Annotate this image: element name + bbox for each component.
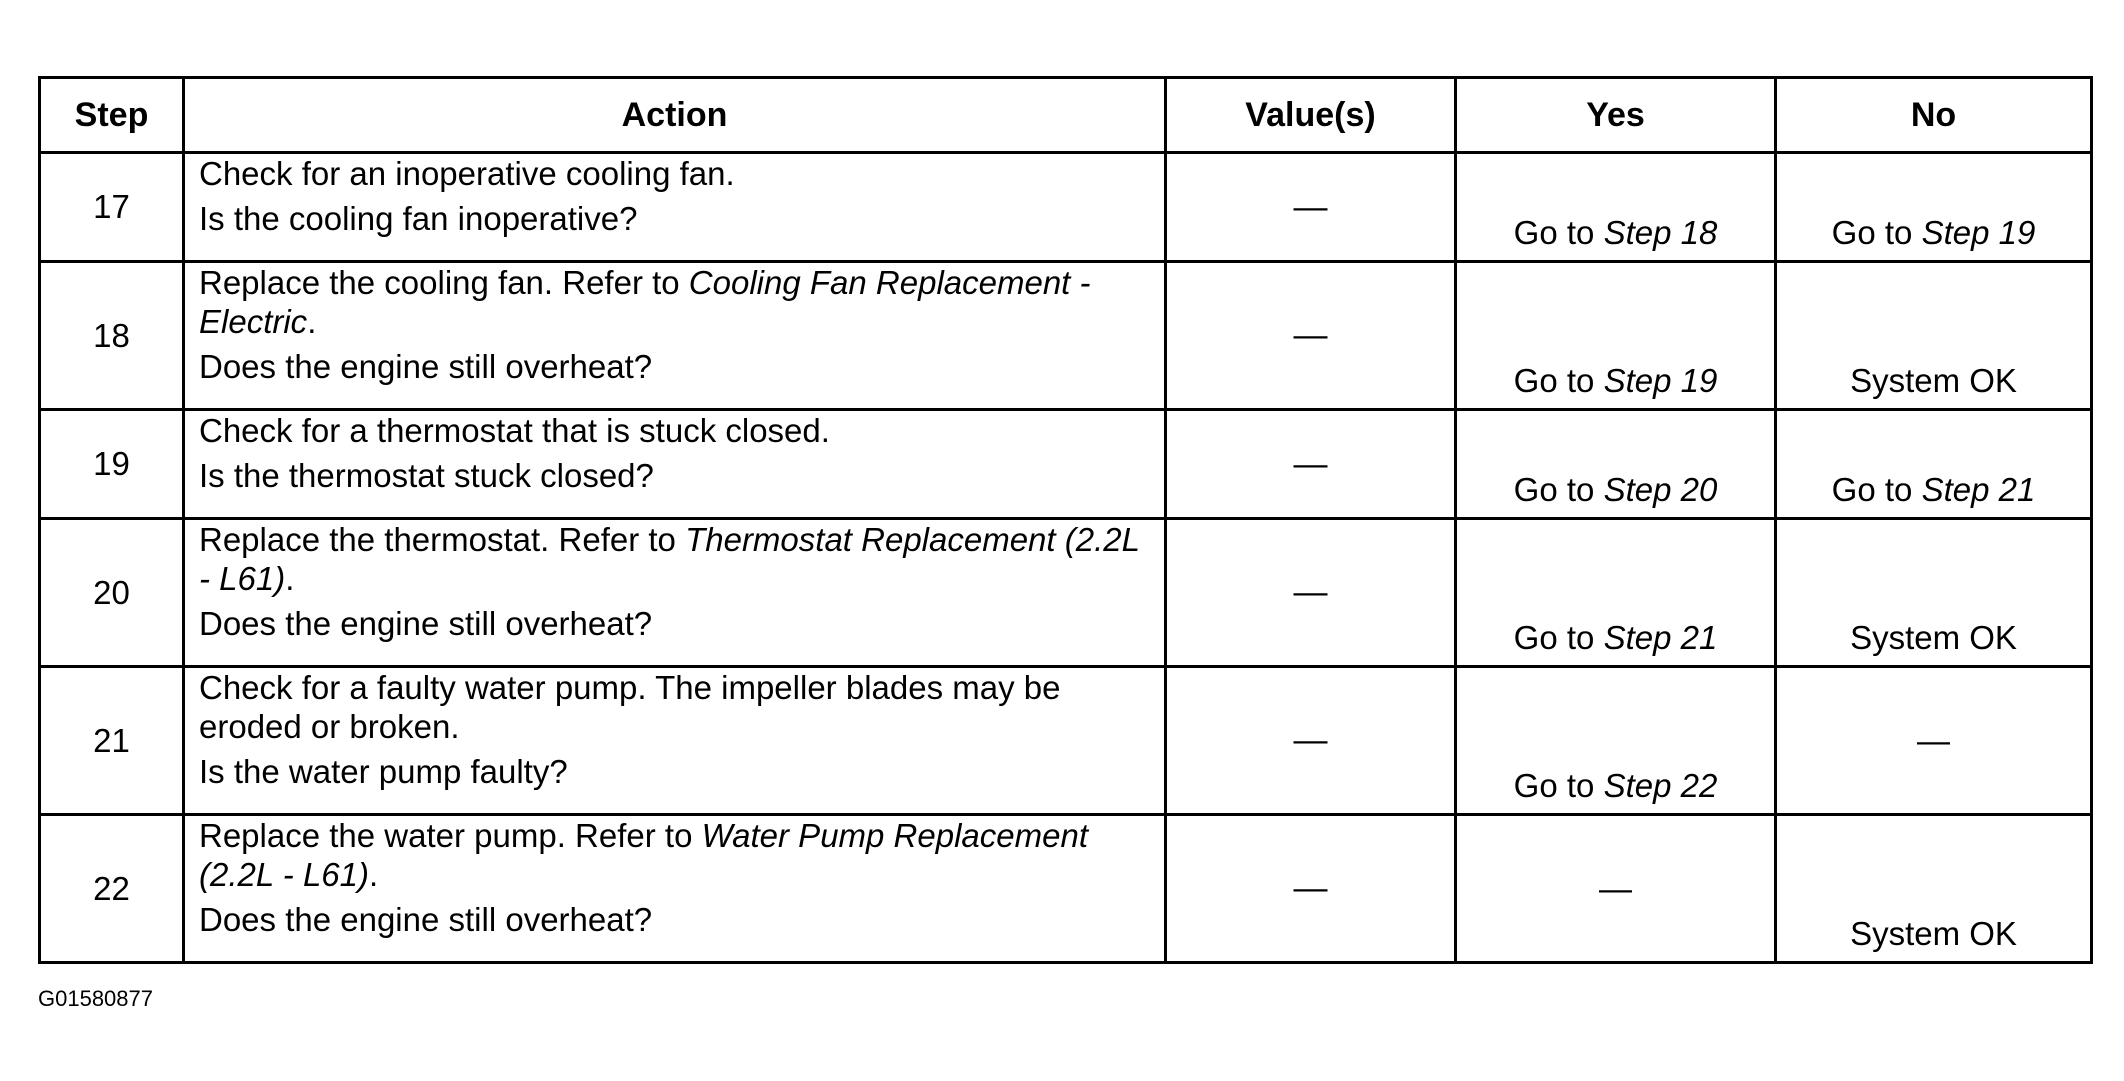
action-instruction: .	[369, 856, 379, 893]
value-cell: —	[1166, 153, 1456, 262]
yes-text: —	[1599, 869, 1632, 907]
action-cell	[184, 153, 1166, 262]
action-question: Is the cooling fan inoperative?	[199, 200, 638, 237]
action-instruction: .	[307, 303, 317, 340]
header-no: No	[1776, 78, 2092, 153]
step-number: 22	[40, 815, 184, 963]
action-reference: Cooling Fan Replacement - Electric	[199, 264, 1091, 340]
action-text	[199, 668, 1150, 746]
value-cell: —	[1166, 815, 1456, 963]
yes-cell	[1456, 410, 1776, 519]
no-text: Go to	[1831, 214, 1922, 251]
table-row	[40, 667, 2092, 815]
action-instruction: Replace the thermostat. Refer to	[199, 521, 686, 558]
step-number: 18	[40, 262, 184, 410]
action-question: Is the thermostat stuck closed?	[199, 457, 654, 494]
no-cell	[1776, 519, 2092, 667]
no-step-link: Step 21	[1921, 471, 2036, 508]
action-instruction: .	[285, 560, 295, 597]
table-row	[40, 153, 2092, 262]
step-number: 17	[40, 153, 184, 262]
header-step: Step	[40, 78, 184, 153]
action-cell	[184, 410, 1166, 519]
action-instruction: Replace the water pump. Refer to	[199, 817, 702, 854]
yes-cell	[1456, 815, 1776, 963]
header-row	[40, 78, 2092, 153]
action-instruction: Check for a thermostat that is stuck closed.	[199, 412, 830, 449]
value-cell: —	[1166, 667, 1456, 815]
no-step-link: Step 19	[1921, 214, 2036, 251]
action-question: Does the engine still overheat?	[199, 348, 653, 385]
action-text	[199, 520, 1150, 598]
action-instruction: Check for a faulty water pump. The impeller blades may be eroded or broken.	[199, 669, 1061, 745]
step-number: 19	[40, 410, 184, 519]
diagnostic-table	[38, 76, 2093, 964]
action-cell	[184, 667, 1166, 815]
yes-cell	[1456, 262, 1776, 410]
value-cell: —	[1166, 262, 1456, 410]
table-row	[40, 815, 2092, 963]
table-row	[40, 519, 2092, 667]
no-cell	[1776, 262, 2092, 410]
action-instruction: Replace the cooling fan. Refer to	[199, 264, 689, 301]
action-cell	[184, 815, 1166, 963]
yes-text: Go to	[1513, 362, 1604, 399]
yes-text: Go to	[1513, 619, 1604, 656]
no-text: Go to	[1831, 471, 1922, 508]
yes-text: Go to	[1513, 471, 1604, 508]
figure-code: G01580877	[38, 986, 153, 1011]
no-cell	[1776, 667, 2092, 815]
yes-cell	[1456, 153, 1776, 262]
header-yes: Yes	[1456, 78, 1776, 153]
header-values: Value(s)	[1166, 78, 1456, 153]
yes-step-link: Step 22	[1603, 767, 1718, 804]
action-cell	[184, 519, 1166, 667]
step-number: 21	[40, 667, 184, 815]
no-text: System OK	[1850, 619, 2017, 656]
no-text: System OK	[1850, 915, 2017, 952]
step-number: 20	[40, 519, 184, 667]
table-row	[40, 262, 2092, 410]
action-text	[199, 154, 1150, 193]
yes-text: Go to	[1513, 767, 1604, 804]
no-cell	[1776, 153, 2092, 262]
table-body	[40, 153, 2092, 963]
yes-step-link: Step 20	[1603, 471, 1718, 508]
value-cell: —	[1166, 519, 1456, 667]
yes-step-link: Step 19	[1603, 362, 1718, 399]
no-text: —	[1917, 721, 1950, 759]
action-reference: Thermostat Replacement (2.2L - L61)	[199, 521, 1140, 597]
action-question: Is the water pump faulty?	[199, 753, 568, 790]
value-cell: —	[1166, 410, 1456, 519]
action-text	[199, 411, 1150, 450]
no-cell	[1776, 410, 2092, 519]
table-row	[40, 410, 2092, 519]
yes-step-link: Step 21	[1603, 619, 1718, 656]
yes-cell	[1456, 667, 1776, 815]
action-question: Does the engine still overheat?	[199, 901, 653, 938]
no-cell	[1776, 815, 2092, 963]
action-question: Does the engine still overheat?	[199, 605, 653, 642]
yes-text: Go to	[1513, 214, 1604, 251]
header-action: Action	[184, 78, 1166, 153]
yes-step-link: Step 18	[1603, 214, 1718, 251]
action-reference: Water Pump Replacement (2.2L - L61)	[199, 817, 1088, 893]
no-text: System OK	[1850, 362, 2017, 399]
action-instruction: Check for an inoperative cooling fan.	[199, 155, 735, 192]
yes-cell	[1456, 519, 1776, 667]
action-cell	[184, 262, 1166, 410]
action-text	[199, 263, 1150, 341]
action-text	[199, 816, 1150, 894]
